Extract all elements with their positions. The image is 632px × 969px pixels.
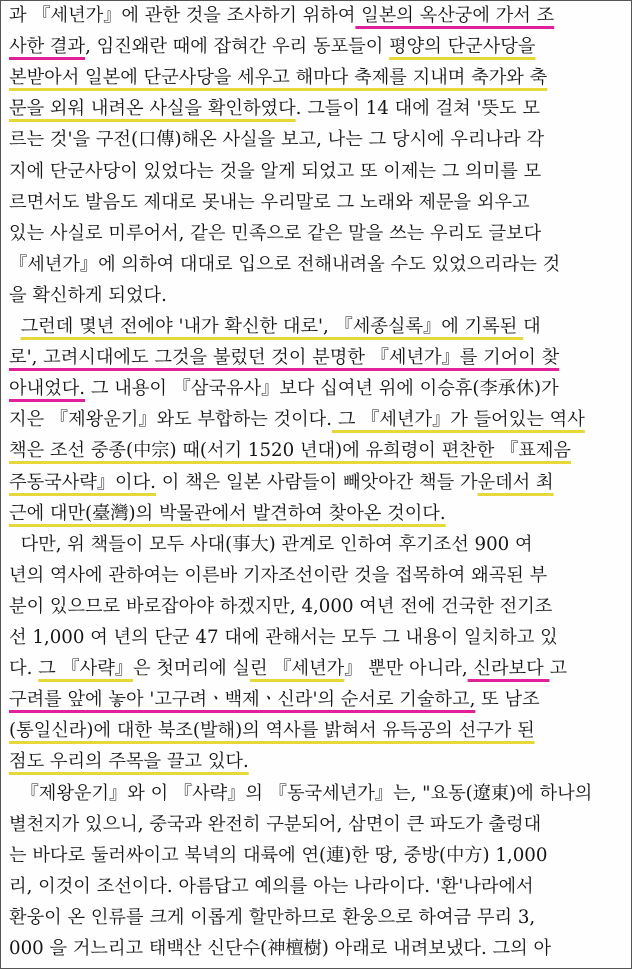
highlighted-text: 책은 조선 중종(中宗) 때(서기 1520 년대)에 유희령이 편찬한 『표제음 [9, 440, 572, 462]
text-segment: 있는 사실로 미루어서, 같은 민족으로 같은 말을 쓰는 우리도 글보다 [9, 222, 542, 244]
text-segment: 또 남조 [475, 689, 540, 711]
text-segment: 과 『세년가』에 관한 것을 조사하기 위하여 [9, 5, 356, 26]
text-segment: 지에 단군사당이 있었다는 것을 알게 되었고 또 이제는 그 의미를 모 [9, 160, 542, 182]
text-line [9, 62, 625, 94]
text-segment: 『제왕운기』와 이 『사략』의 『동국세년가』는, "요동(遼東)에 하나의 [9, 782, 593, 804]
text-line [9, 560, 625, 592]
text-line [9, 31, 625, 63]
highlighted-text: 그 『사략』 [38, 658, 134, 680]
text-line [9, 467, 625, 499]
text-line [9, 156, 625, 188]
highlighted-text: (통일신라)에 대한 북조(발해)의 역사를 밝혀서 유득공의 선구가 된 [9, 720, 535, 742]
text-segment: 는 바다로 둘러싸이고 북녁의 대륙에 연(連)한 땅, 중방(中方) 1,000 [9, 844, 548, 866]
text-line [9, 840, 625, 872]
text-segment: 별천지가 있으니, 중국과 완전히 구분되어, 삼면이 큰 파도가 출렁대 [9, 813, 542, 835]
text-segment: 다. [9, 658, 39, 680]
text-line [9, 529, 625, 561]
text-segment: 리, 이것이 조선이다. 아름답고 예의를 아는 나라이다. '환'나라에서 [9, 875, 534, 897]
text-segment: 』 뿐만 아니라, [344, 658, 468, 680]
highlighted-text: 로', 고려시대에도 그것을 불렀던 것이 분명한 『세년가』를 기어이 찾 [9, 347, 560, 369]
highlighted-text: 구려를 앞에 놓아 '고구려ㆍ백제ㆍ신라'의 순서로 기술하고, [9, 689, 476, 711]
highlighted-text: 근에 대만(臺灣)의 박물관에서 발견하여 찾아온 것이다. [9, 502, 446, 524]
text-segment: 분이 있으므로 바로잡아야 하겠지만, 4,000 여년 전에 건국한 전기조 [9, 595, 553, 617]
text-line [9, 218, 625, 250]
text-segment: , 임진왜란 때에 잡혀간 우리 동포들이 [85, 36, 390, 58]
text-line [9, 124, 625, 156]
text-line [9, 622, 625, 654]
text-line [9, 435, 625, 467]
highlighted-text: 주동국사략』이다. [9, 471, 156, 493]
text-line [9, 653, 625, 685]
text-segment: 이 책은 일본 사람들이 빼앗아간 책들 가 [155, 471, 478, 493]
highlighted-text: 점도 우리의 주목을 끌고 있다. [9, 751, 249, 773]
highlighted-text: 일본의 옥산궁에 가서 조 [355, 5, 555, 26]
text-line [9, 0, 625, 32]
text-line [9, 404, 625, 436]
text-segment: 르면서도 발음도 제대로 못내는 우리말로 그 노래와 제문을 외우고 [9, 191, 530, 213]
text-segment: 고 [549, 658, 568, 680]
text-line [9, 342, 625, 374]
text-line [9, 746, 625, 778]
text-line [9, 498, 625, 530]
highlighted-text: 그런데 몇년 전에야 '내가 확신한 대로', 『세종실록』에 기록된 [20, 316, 524, 337]
highlighted-text: 사한 결과 [9, 36, 86, 58]
text-line [9, 933, 625, 965]
text-segment [9, 316, 21, 337]
text-segment: 선 1,000 여 년의 단군 47 대에 관해서는 모두 그 내용이 일치하고 있 [9, 627, 558, 648]
highlighted-text: 문을 외워 내려온 사실을 확인하였다 [9, 98, 296, 120]
text-line [9, 684, 625, 716]
text-line [9, 93, 625, 125]
text-line [9, 871, 625, 903]
highlighted-text: 평양의 단군사당을 [389, 36, 536, 58]
text-segment: 대 [523, 316, 541, 337]
text-segment: 다만, 위 책들이 모두 사대(事大) 관계로 인하여 후기조선 900 여 [9, 533, 533, 555]
text-line [9, 280, 625, 312]
highlighted-text: 린 『세년가 [250, 658, 345, 680]
highlighted-text: 본받아서 일본에 단군사당을 세우고 해마다 축제를 지내며 축가와 축 [9, 67, 548, 89]
highlighted-text: 그 『세년가』가 들어있는 역사 [332, 409, 585, 431]
text-segment: 환웅이 온 인류를 크게 이롭게 할만하므로 환웅으로 하여금 무리 3, [9, 906, 536, 928]
text-line [9, 187, 625, 219]
text-line [9, 591, 625, 623]
text-line [9, 249, 625, 281]
text-segment: 년의 역사에 관하여는 이른바 기자조선이란 것을 접목하여 왜곡된 부 [9, 564, 548, 586]
text-line [9, 902, 625, 934]
highlighted-text: 운데서 최 [477, 471, 554, 493]
text-segment: 지은 『제왕운기』와도 부합하는 것이다. [9, 409, 333, 431]
text-segment: . 그들이 14 대에 걸쳐 '뜻도 모 [295, 98, 540, 120]
text-line [9, 311, 625, 343]
highlighted-text: 신라보다 [467, 658, 550, 680]
highlighted-text: 아내었다. [9, 378, 86, 400]
text-segment: 그 내용이 『삼국유사』보다 십여년 위에 이승휴(李承休)가 [85, 378, 559, 400]
text-segment: 르는 것'을 구전(口傳)해온 사실을 보고, 나는 그 당시에 우리나라 각 [9, 129, 545, 151]
text-line [9, 809, 625, 841]
text-segment: 『세년가』에 의하여 대대로 입으로 전해내려올 수도 있었으리라는 것 [9, 253, 561, 275]
text-segment: 000 을 거느리고 태백산 신단수(神檀樹) 아래로 내려보냈다. 그의 아 [9, 938, 552, 959]
text-line [9, 373, 625, 405]
text-line [9, 715, 625, 747]
text-segment: 은 첫머리에 실 [133, 658, 250, 680]
text-line [9, 778, 625, 810]
text-segment: 을 확신하게 되었다. [9, 284, 167, 306]
